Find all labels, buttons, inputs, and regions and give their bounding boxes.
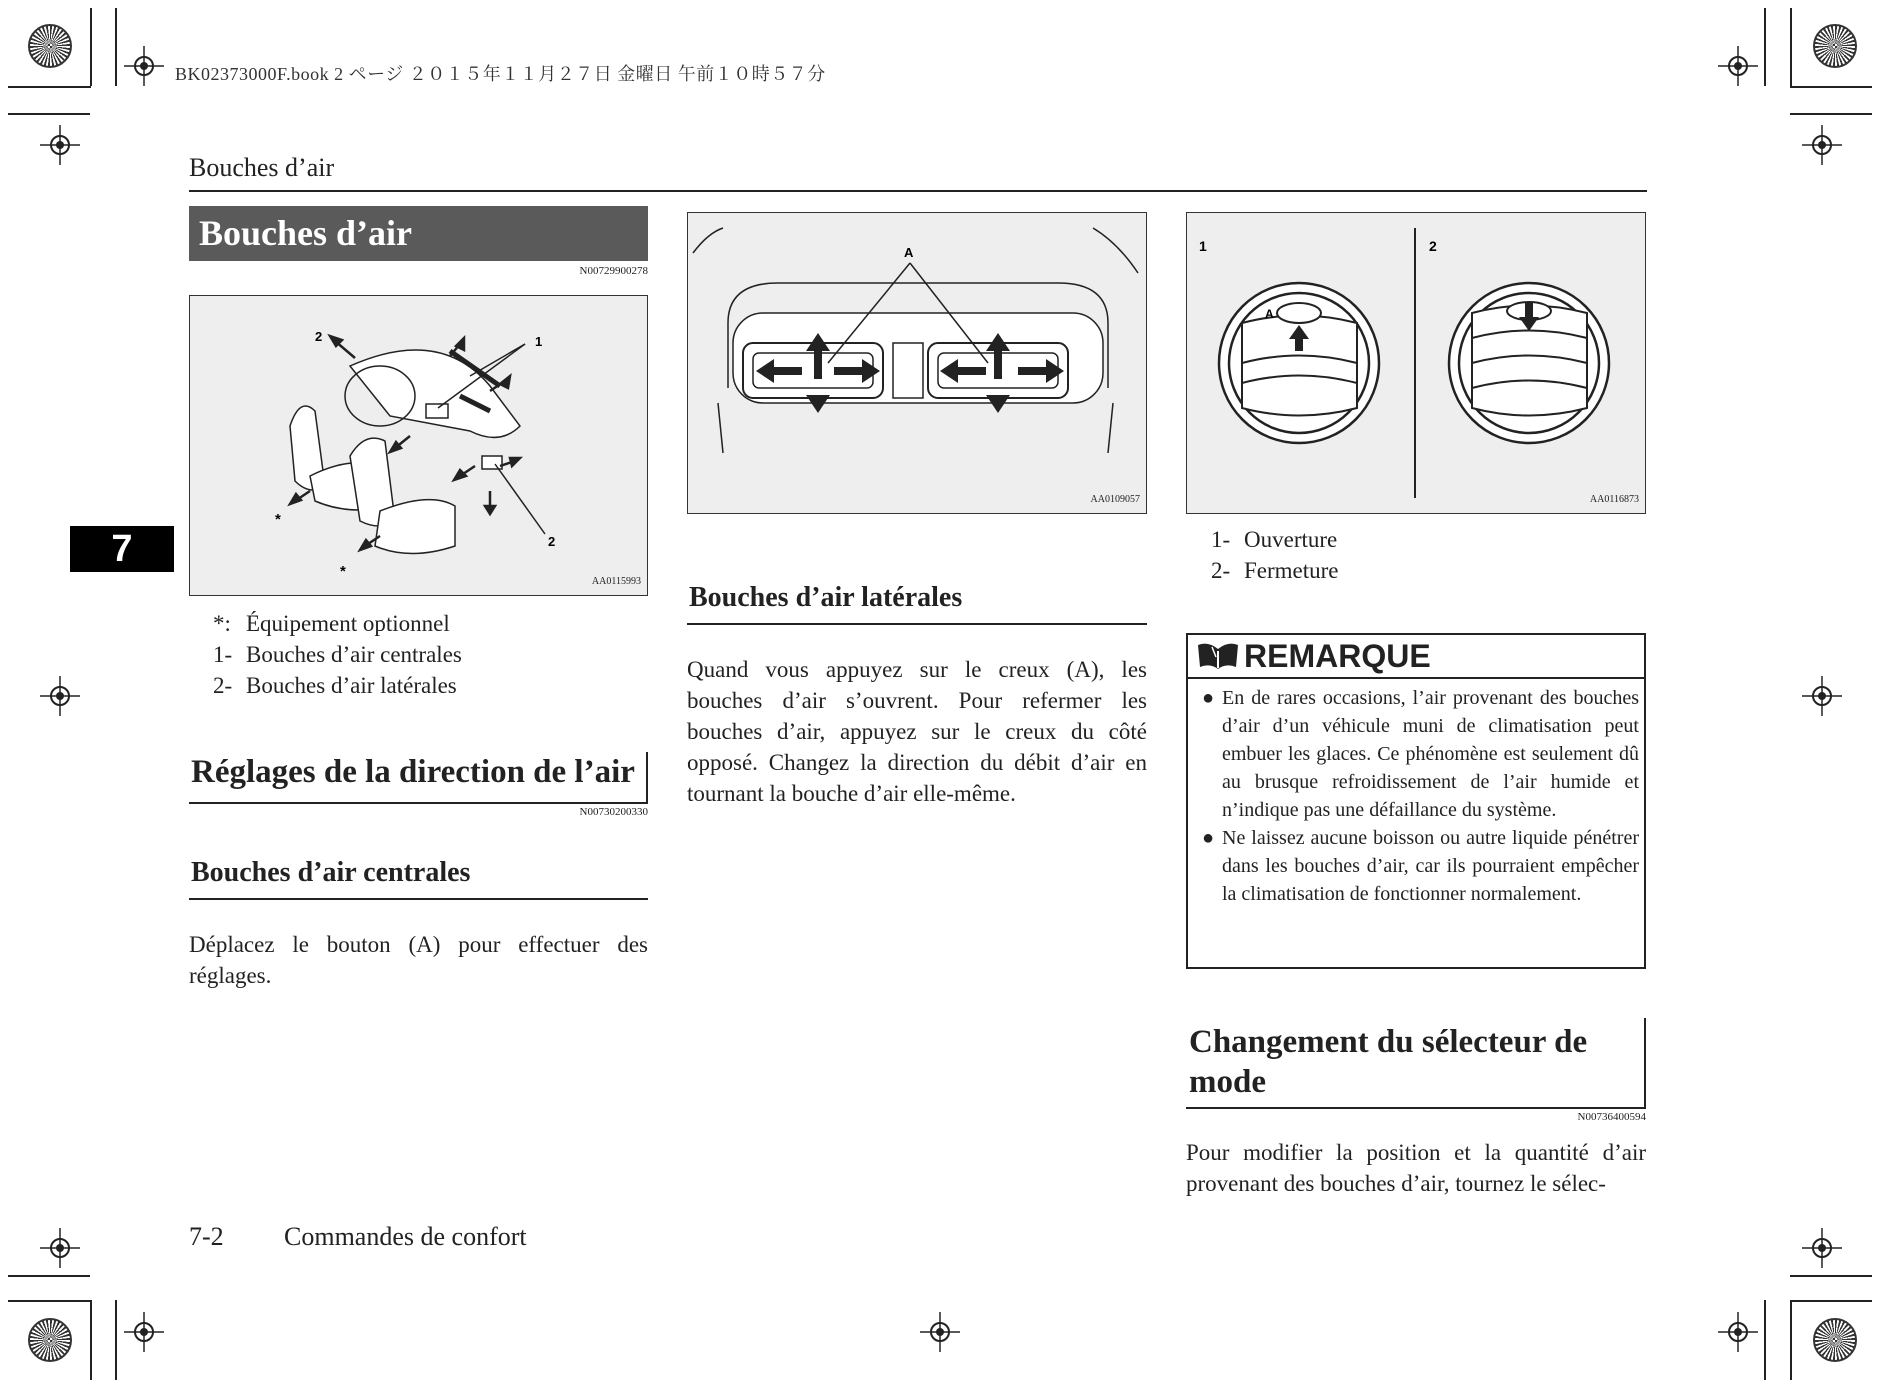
header-rule bbox=[189, 190, 1647, 192]
print-header: BK02373000F.book 2 ページ ２０１５年１１月２７日 金曜日 午前１０時５７分 bbox=[175, 64, 826, 84]
crosshair-mark-icon bbox=[124, 1312, 164, 1352]
caption-key: 1- bbox=[1211, 527, 1231, 552]
caption-text: Bouches d’air latérales bbox=[246, 673, 457, 698]
caption-line bbox=[1211, 555, 1641, 586]
caption-line bbox=[1211, 524, 1641, 555]
figure-code: AA0115993 bbox=[591, 576, 641, 587]
figure-label-2b: 2 bbox=[548, 534, 556, 549]
note-item-text: En de rares occasions, l’air provenant des bouches d’air d’un véhicule muni de climatisation peut embuer les glaces. Ce phénomène est seulement dû au brusque refroidissement de l’air humide et n’indique pas une défaillance du système. bbox=[1222, 687, 1639, 821]
section-code: N00730200330 bbox=[579, 806, 648, 818]
crosshair-mark-icon bbox=[124, 46, 164, 86]
caption-line bbox=[213, 608, 643, 639]
heading-rule-right bbox=[646, 752, 648, 802]
registration-rosette-icon bbox=[28, 24, 72, 68]
crosshair-mark-icon bbox=[40, 676, 80, 716]
dashboard-seats-diagram bbox=[190, 296, 646, 594]
note-item bbox=[1200, 684, 1639, 824]
section-heading: Réglages de la direction de l’air bbox=[191, 754, 635, 790]
crosshair-mark-icon bbox=[1718, 1312, 1758, 1352]
figure-code: AA0116873 bbox=[1589, 494, 1639, 505]
registration-rosette-icon bbox=[28, 1318, 72, 1362]
caption-text: Fermeture bbox=[1244, 558, 1339, 583]
page-number: 7-2 bbox=[189, 1222, 224, 1251]
note-item bbox=[1200, 824, 1639, 908]
figure-label-star: * bbox=[275, 511, 281, 528]
side-vents-diagram bbox=[688, 213, 1145, 512]
crosshair-mark-icon bbox=[40, 125, 80, 165]
subheading-rule bbox=[189, 898, 648, 900]
heading-rule bbox=[189, 802, 648, 804]
crosshair-mark-icon bbox=[1802, 125, 1842, 165]
caption-key: 1- bbox=[213, 642, 233, 667]
figure-label-star-2: * bbox=[340, 563, 346, 580]
running-head: Bouches d’air bbox=[189, 153, 335, 182]
caption-key: 2- bbox=[213, 673, 233, 698]
chapter-title: Commandes de confort bbox=[284, 1222, 527, 1251]
section-tab: 7 bbox=[70, 526, 174, 572]
note-book-icon bbox=[1196, 641, 1240, 671]
subsection-heading: Bouches d’air centrales bbox=[191, 857, 471, 888]
heading-rule bbox=[1186, 1107, 1646, 1109]
body-text: Pour modifier la position et la quantité d’air provenant des bouches d’air, tournez le sélec- bbox=[1186, 1140, 1646, 1196]
crosshair-mark-icon bbox=[40, 1228, 80, 1268]
figure-captions bbox=[213, 608, 643, 701]
caption-key: 2- bbox=[1211, 558, 1231, 583]
figure-label-2: 2 bbox=[1429, 238, 1437, 254]
crosshair-mark-icon bbox=[920, 1312, 960, 1352]
section-code: N00736400594 bbox=[1577, 1111, 1646, 1123]
figure-label-a: A bbox=[1265, 307, 1274, 321]
caption-text: Ouverture bbox=[1244, 527, 1338, 552]
heading-rule-right bbox=[1644, 1018, 1646, 1108]
vent-open-close-diagram bbox=[1187, 213, 1644, 512]
note-item-text: Ne laissez aucune boisson ou autre liquide pénétrer dans les bouches d’air, car ils pourraient empêcher la climatisation de fonctionner normalement. bbox=[1222, 827, 1639, 905]
side-vents-figure bbox=[687, 212, 1147, 514]
note-title: REMARQUE bbox=[1244, 637, 1431, 674]
title-code: N00729900278 bbox=[579, 265, 648, 277]
vent-open-close-figure bbox=[1186, 212, 1646, 514]
figure-label-2: 2 bbox=[315, 329, 323, 344]
note-box bbox=[1186, 633, 1646, 969]
body-text: Déplacez le bouton (A) pour effectuer des réglages. bbox=[189, 932, 648, 988]
caption-line bbox=[213, 670, 643, 701]
section-heading: Changement du sélecteur de mode bbox=[1189, 1024, 1588, 1100]
caption-text: Bouches d’air centrales bbox=[246, 642, 462, 667]
bullet-icon: ● bbox=[1202, 827, 1215, 849]
subheading-rule bbox=[687, 623, 1147, 625]
caption-text: Équipement optionnel bbox=[246, 611, 450, 636]
figure-code: AA0109057 bbox=[1090, 494, 1140, 505]
subsection-heading: Bouches d’air latérales bbox=[689, 582, 963, 613]
figure-label-a: A bbox=[904, 245, 914, 260]
figure-captions bbox=[1211, 524, 1641, 586]
crosshair-mark-icon bbox=[1718, 46, 1758, 86]
body-text: Quand vous appuyez sur le creux (A), les bouches d’air s’ouvrent. Pour refermer les bouches d’air, appuyez sur le creux du côté opposé. Changez la direction du débit d’air en tournant la bouche d’air elle-même. bbox=[687, 657, 1147, 806]
caption-line bbox=[213, 639, 643, 670]
bullet-icon: ● bbox=[1202, 687, 1215, 709]
figure-label-1: 1 bbox=[535, 334, 543, 349]
crosshair-mark-icon bbox=[1802, 1228, 1842, 1268]
registration-rosette-icon bbox=[1813, 24, 1857, 68]
registration-rosette-icon bbox=[1813, 1318, 1857, 1362]
air-vents-overview-figure bbox=[189, 295, 648, 596]
note-header bbox=[1188, 635, 1644, 679]
page-title: Bouches d’air bbox=[189, 206, 648, 261]
crosshair-mark-icon bbox=[1802, 676, 1842, 716]
figure-label-1: 1 bbox=[1199, 238, 1207, 254]
caption-key: *: bbox=[213, 611, 231, 636]
